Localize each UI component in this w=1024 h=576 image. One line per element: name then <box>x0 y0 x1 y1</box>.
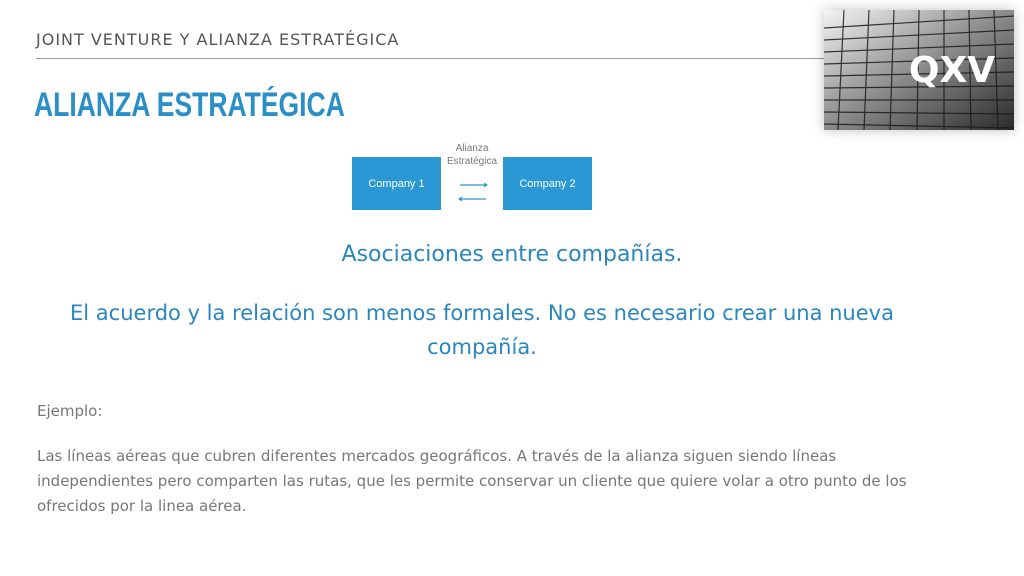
bidirectional-arrows-icon <box>458 180 488 204</box>
company-2-label: Company 2 <box>519 177 576 190</box>
header-divider <box>36 58 844 59</box>
company-2-box <box>503 157 592 210</box>
alliance-diagram <box>352 142 592 210</box>
section-header: JOINT VENTURE Y ALIANZA ESTRATÉGICA <box>36 30 400 49</box>
logo-text: QXV <box>908 50 996 91</box>
slide-title: ALIANZA ESTRATÉGICA <box>34 86 345 124</box>
logo-image <box>824 10 1014 130</box>
statement-associations: Asociaciones entre compañías. <box>341 242 683 267</box>
example-label: Ejemplo: <box>37 402 103 420</box>
company-1-label: Company 1 <box>368 177 425 190</box>
building-facade-image <box>824 10 1014 130</box>
alliance-label <box>441 142 503 168</box>
statement-agreement: El acuerdo y la relación son menos formales. No es necesario crear una nueva compañía. <box>70 301 894 359</box>
example-body: Las líneas aéreas que cubren diferentes mercados geográficos. A través de la alianza siguen siendo líneas independientes pero comparten las rutas, que les permite conservar un cliente que quiere volar a otro punto de los ofrecidos por la linea aérea. <box>37 447 907 515</box>
alliance-label-line1: Alianza <box>455 143 489 154</box>
alliance-label-line2: Estratégica <box>446 156 498 167</box>
company-1-box <box>352 157 441 210</box>
